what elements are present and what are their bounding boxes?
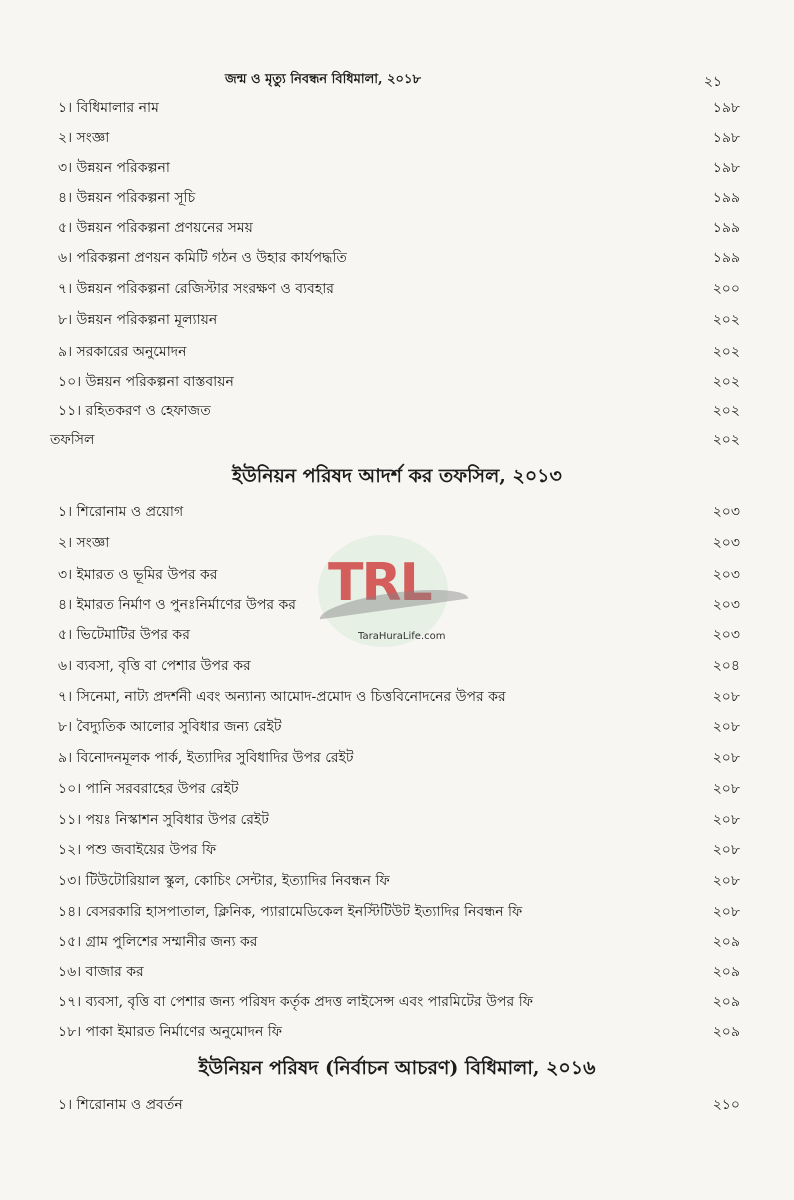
toc-entry-page: ২০৯	[712, 934, 740, 950]
toc-schedule-entry	[50, 428, 740, 452]
section-title: ইউনিয়ন পরিষদ (নির্বাচন আচরণ) বিধিমালা, ২০১৬	[198, 1057, 596, 1079]
toc-entry-label: ১৫। গ্রাম পুলিশের সম্মানীর জন্য কর	[58, 934, 258, 950]
toc-entry-label: তফসিল	[50, 432, 95, 448]
toc-entry-label: ৯। সরকারের অনুমোদন	[58, 344, 187, 360]
toc-entry-label: ২। সংজ্ঞা	[58, 130, 110, 146]
toc-entry	[58, 746, 740, 770]
toc-entry-page: ২০৯	[712, 1024, 740, 1040]
toc-entry	[58, 930, 740, 954]
toc-entry-label: ১৮। পাকা ইমারত নির্মাণের অনুমোদন ফি	[58, 1024, 283, 1040]
toc-entry-label: ৮। উন্নয়ন পরিকল্পনা মূল্যায়ন	[58, 312, 218, 328]
toc-entry-page: ১৯৯	[712, 190, 740, 206]
toc-entry-label: ১। বিধিমালার নাম	[58, 100, 159, 116]
toc-entry-page: ১৯৮	[712, 100, 740, 116]
toc-entry-label: ১৭। ব্যবসা, বৃত্তি বা পেশার জন্য পরিষদ কর্তৃক প্রদত্ত লাইসেন্স এবং পারমিটের উপর ফি	[58, 994, 533, 1010]
toc-entry-page: ২০৩	[712, 597, 740, 613]
toc-entry	[58, 399, 740, 423]
toc-entry-page: ২০৮	[712, 750, 740, 766]
toc-entry	[58, 1093, 740, 1117]
toc-entry	[58, 308, 740, 332]
toc-entry-label: ৫। ভিটেমাটির উপর কর	[58, 627, 190, 643]
toc-entry-page: ২০০	[712, 281, 740, 297]
toc-entry-label: ৭। সিনেমা, নাট্য প্রদর্শনী এবং অন্যান্য আমোদ-প্রমোদ ও চিত্তবিনোদনের উপর কর	[58, 689, 506, 705]
toc-entry-page: ২০৩	[712, 627, 740, 643]
toc-entry-page: ২০২	[712, 403, 740, 419]
toc-entry-page: ২০৮	[712, 842, 740, 858]
toc-entry	[58, 990, 740, 1014]
watermark-logo-mark: TRL	[328, 553, 431, 613]
toc-entry-page: ২০৩	[712, 535, 740, 551]
toc-entry-label: ১৬। বাজার কর	[58, 964, 144, 980]
toc-entry-label: ১৩। টিউটোরিয়াল স্কুল, কোচিং সেন্টার, ইত্যাদির নিবন্ধন ফি	[58, 873, 390, 889]
toc-entry	[58, 370, 740, 394]
toc-entry-page: ২০৩	[712, 567, 740, 583]
toc-entry	[58, 869, 740, 893]
toc-entry	[58, 715, 740, 739]
toc-entry-page: ১৯৯	[712, 220, 740, 236]
toc-entry	[58, 838, 740, 862]
toc-entry-label: ৪। উন্নয়ন পরিকল্পনা সূচি	[58, 190, 196, 206]
toc-entry	[58, 808, 740, 832]
toc-entry-page: ২০২	[712, 432, 740, 448]
toc-entry	[58, 777, 740, 801]
toc-entry	[58, 277, 740, 301]
toc-entry-page: ২০৮	[712, 812, 740, 828]
toc-entry	[58, 654, 740, 678]
toc-entry-page: ২০২	[712, 344, 740, 360]
toc-entry	[58, 126, 740, 150]
toc-entry	[58, 156, 740, 180]
toc-entry-page: ২০৮	[712, 689, 740, 705]
toc-entry-label: ৬। ব্যবসা, বৃত্তি বা পেশার উপর কর	[58, 658, 251, 674]
toc-entry	[58, 340, 740, 364]
toc-entry-label: ১০। পানি সরবরাহের উপর রেইট	[58, 781, 239, 797]
toc-entry-label: ৩। ইমারত ও ভূমির উপর কর	[58, 567, 218, 583]
toc-entry	[58, 500, 740, 524]
toc-entry-label: ১১। রহিতকরণ ও হেফাজত	[58, 403, 211, 419]
toc-entry-label: ৪। ইমারত নির্মাণ ও পুনঃনির্মাণের উপর কর	[58, 597, 296, 613]
toc-entry	[58, 1020, 740, 1044]
toc-entry	[58, 685, 740, 709]
toc-entry	[58, 960, 740, 984]
toc-entry-page: ১৯৯	[712, 250, 740, 266]
running-title: জন্ম ও মৃত্যু নিবন্ধন বিধিমালা, ২০১৮	[225, 72, 421, 87]
section-title: ইউনিয়ন পরিষদ আদর্শ কর তফসিল, ২০১৩	[232, 465, 562, 487]
page-header	[0, 70, 794, 94]
toc-entry-label: ৩। উন্নয়ন পরিকল্পনা	[58, 160, 170, 176]
page-number: ২১	[703, 74, 722, 90]
toc-entry-label: ১০। উন্নয়ন পরিকল্পনা বাস্তবায়ন	[58, 374, 234, 390]
toc-entry	[58, 96, 740, 120]
toc-entry-page: ২০৮	[712, 904, 740, 920]
watermark-site-text: TaraHuraLife.com	[358, 631, 446, 642]
toc-entry-page: ২০২	[712, 374, 740, 390]
toc-entry	[58, 900, 740, 924]
toc-entry	[58, 216, 740, 240]
toc-entry-label: ১। শিরোনাম ও প্রবর্তন	[58, 1097, 183, 1113]
watermark-logo	[318, 535, 468, 650]
toc-entry-label: ১১। পয়ঃ নিস্কাশন সুবিধার উপর রেইট	[58, 812, 269, 828]
toc-entry-page: ১৯৮	[712, 160, 740, 176]
toc-entry-label: ৫। উন্নয়ন পরিকল্পনা প্রণয়নের সময়	[58, 220, 253, 236]
toc-entry	[58, 246, 740, 270]
toc-entry-label: ২। সংজ্ঞা	[58, 535, 110, 551]
toc-entry-label: ১৪। বেসরকারি হাসপাতাল, ক্লিনিক, প্যারামেডিকেল ইনস্টিটিউট ইত্যাদির নিবন্ধন ফি	[58, 904, 523, 920]
toc-entry-page: ২১০	[712, 1097, 740, 1113]
toc-entry-label: ৯। বিনোদনমূলক পার্ক, ইত্যাদির সুবিধাদির উপর রেইট	[58, 750, 354, 766]
toc-entry-page: ২০৯	[712, 994, 740, 1010]
toc-entry-label: ১। শিরোনাম ও প্রয়োগ	[58, 504, 184, 520]
toc-entry-page: ২০২	[712, 312, 740, 328]
toc-entry-page: ২০৩	[712, 504, 740, 520]
toc-entry-page: ২০৮	[712, 873, 740, 889]
toc-entry-label: ৮। বৈদ্যুতিক আলোর সুবিধার জন্য রেইট	[58, 719, 282, 735]
toc-entry-label: ১২। পশু জবাইয়ের উপর ফি	[58, 842, 217, 858]
toc-entry	[58, 186, 740, 210]
toc-entry-label: ৭। উন্নয়ন পরিকল্পনা রেজিস্টার সংরক্ষণ ও ব্যবহার	[58, 281, 334, 297]
toc-entry-page: ২০৮	[712, 781, 740, 797]
toc-entry-label: ৬। পরিকল্পনা প্রণয়ন কমিটি গঠন ও উহার কার্যপদ্ধতি	[58, 250, 347, 266]
toc-entry-page: ১৯৮	[712, 130, 740, 146]
toc-entry-page: ২০৪	[712, 658, 740, 674]
toc-entry-page: ২০৮	[712, 719, 740, 735]
toc-entry-page: ২০৯	[712, 964, 740, 980]
